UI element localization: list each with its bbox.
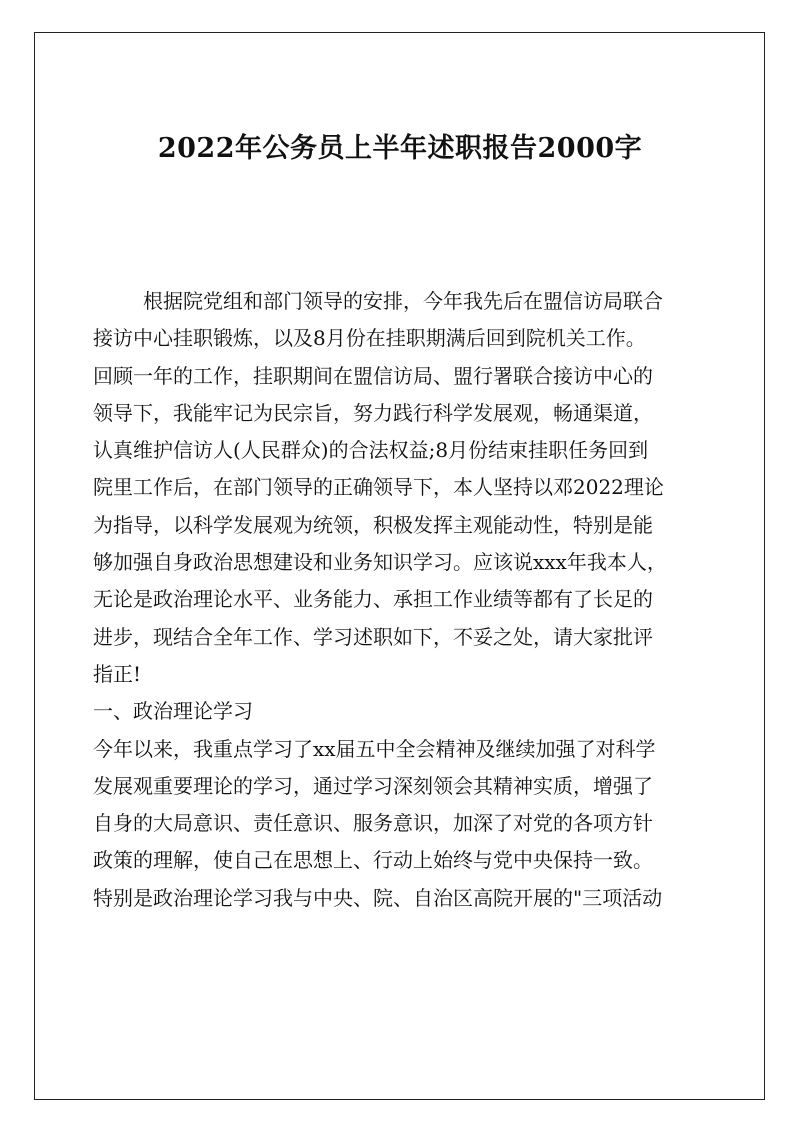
- paragraph-line: 指正!: [93, 661, 142, 686]
- paragraph-line: 根据院党组和部门领导的安排，今年我先后在盟信访局联合: [143, 289, 663, 313]
- paragraph-line: 政策的理解，使自己在思想上、行动上始终与党中央保持一致。: [93, 848, 653, 873]
- paragraph-line: 接访中心挂职锻炼，以及8月份在挂职期满后回到院机关工作。: [93, 326, 646, 351]
- paragraph-line: 进步，现结合全年工作、学习述职如下，不妥之处，请大家批评: [93, 624, 653, 649]
- paragraph-line: 院里工作后，在部门领导的正确领导下，本人坚持以邓2022理论: [93, 475, 664, 500]
- section-heading: 一、政治理论学习: [93, 699, 253, 724]
- paragraph-line: 无论是政治理论水平、业务能力、承担工作业绩等都有了长足的: [93, 587, 653, 612]
- paragraph-line: 领导下，我能牢记为民宗旨，努力践行科学发展观，畅通渠道，: [93, 400, 653, 425]
- document-body: [93, 283, 718, 917]
- paragraph-line: 够加强自身政治思想建设和业务知识学习。应该说xxx年我本人，: [93, 550, 667, 575]
- paragraph-line: 认真维护信访人(人民群众)的合法权益;8月份结束挂职任务回到: [93, 438, 649, 463]
- paragraph-line: 特别是政治理论学习我与中央、院、自治区高院开展的"三项活动: [93, 885, 663, 910]
- paragraph-line: 回顾一年的工作，挂职期间在盟信访局、盟行署联合接访中心的: [93, 363, 653, 388]
- paragraph-line: 今年以来，我重点学习了xx届五中全会精神及继续加强了对科学: [93, 736, 656, 761]
- paragraph-line: 为指导，以科学发展观为统领，积极发挥主观能动性，特别是能: [93, 512, 653, 537]
- document-title: 2022年公务员上半年述职报告2000字: [157, 133, 643, 164]
- paragraph-line: 发展观重要理论的学习，通过学习深刻领会其精神实质，增强了: [93, 773, 653, 798]
- paragraph-line: 自身的大局意识、责任意识、服务意识，加深了对党的各项方针: [93, 811, 653, 836]
